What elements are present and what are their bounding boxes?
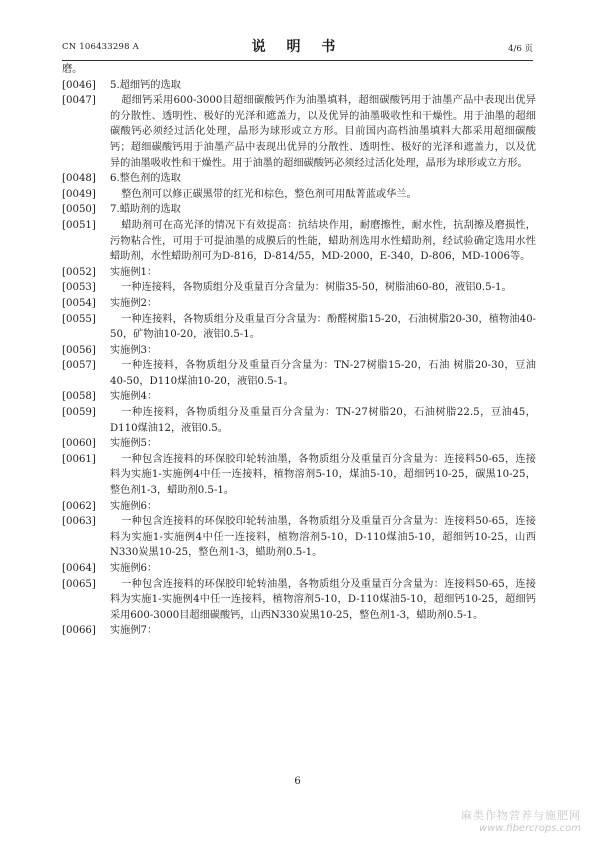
paragraph [62, 312, 536, 343]
section-heading: 实施例3： [110, 344, 158, 356]
document-number: CN 106433298 A [62, 42, 139, 52]
paragraph [62, 389, 536, 405]
section-heading: 实施例6： [110, 563, 158, 574]
section-heading: 实施例6： [110, 500, 158, 512]
site-watermark [461, 807, 581, 834]
paragraph [62, 171, 536, 187]
paragraph-number: [0046] [62, 79, 96, 91]
watermark-url: www.fibercrops.com [479, 823, 581, 834]
page-number: 6 [294, 776, 301, 787]
paragraph [62, 577, 536, 624]
paragraph-number: [0066] [62, 625, 96, 637]
watermark-title: 麻类作物营养与施肥网 [461, 809, 581, 822]
paragraph-number: [0065] [62, 578, 96, 590]
paragraph-number: [0057] [62, 360, 96, 372]
paragraph [62, 358, 536, 389]
paragraph [62, 452, 536, 499]
paragraph-number: [0062] [62, 500, 96, 512]
paragraph [62, 561, 536, 577]
paragraph-number: [0061] [62, 453, 96, 465]
paragraph-number: [0049] [62, 188, 96, 200]
paragraph [62, 93, 536, 171]
paragraph [62, 623, 536, 639]
paragraph-text: 整色剂可以修正碳黑带的红光和棕色，整色剂可用酞菁蓝或华兰。 [121, 188, 417, 200]
paragraph-number: [0064] [62, 563, 96, 574]
paragraph-number: [0054] [62, 297, 96, 309]
paragraph [62, 78, 536, 94]
paragraph-text: 超细钙采用600-3000目超细碳酸钙作为油墨填料，超细碳酸钙用于油墨产品中表现出优异的分散性、透明性、极好的光泽和遮盖力，以及优异的油墨吸收性和干燥性。用于油墨的超细碳酸钙必须经过活化处理，晶形为球形或立方形。目前国内高档油墨填料大都采用超细碳酸钙；超细碳酸钙用于油墨产品中表现出优异的分散性、透明性、极好的光泽和遮盖力，以及优异的油墨吸收性和干燥性。用于油墨的超细碳酸钙必须经过活化处理，晶形为球形或立方形。 [110, 95, 536, 169]
paragraph-number: [0059] [62, 407, 96, 419]
paragraph-text: 一种连接料，各物质组分及重量百分含量为：TN-27树脂15-20，石油 树脂20-30，豆油40-50，D110煤油10-20，液铝0.5-1。 [110, 360, 536, 387]
paragraph [62, 405, 536, 436]
paragraph [62, 514, 536, 561]
paragraph [62, 265, 536, 281]
page-header [62, 36, 533, 56]
paragraph [62, 499, 536, 515]
section-heading: 7.蜡助剂的选取 [110, 204, 181, 216]
section-heading: 实施例4： [110, 391, 158, 403]
paragraph-number: [0053] [62, 282, 96, 294]
paragraph-text: 一种包含连接料的环保胶印轮转油墨，各物质组分及重量百分含量为：连接料50-65，连接料为实施1-实施例4中任一连接料，植物溶剂5-10，D-110煤油5-10，超细钙10-25，山西N330炭黑10-25，整色剂1-3，蜡助剂0.5-1。 [110, 516, 536, 559]
document-title: 说 明 书 [251, 39, 344, 55]
section-heading: 实施例2： [110, 297, 158, 309]
section-heading: 实施例1： [110, 266, 158, 278]
paragraph [62, 187, 536, 203]
paragraph-text: 一种包含连接料的环保胶印轮转油墨，各物质组分及重量百分含量为：连接料50-65，连接料为实施1-实施例4中任一连接料，植物溶剂5-10，D-110煤油5-10，超细钙10-25，超细钙采用600-3000目超细碳酸钙，山西N330炭黑10-25，整色剂1-3，蜡助剂0.5-1。 [110, 578, 536, 621]
paragraph-number: [0048] [62, 173, 96, 185]
paragraph-text: 一种连接料，各物质组分及重量百分含量为：树脂35-50，树脂油60-80，液铝0.5-1。 [121, 282, 512, 294]
section-heading: 6.整色剂的选取 [110, 173, 181, 185]
paragraph-number: [0060] [62, 438, 96, 450]
paragraph-text: 一种连接料，各物质组分及重量百分含量为：TN-27树脂20，石油树脂22.5，豆油45，D110煤油12，液铝0.5。 [110, 407, 536, 434]
paragraph [62, 280, 536, 296]
document-body [62, 62, 536, 639]
page-of-total: 4/6 页 [508, 44, 533, 54]
paragraph-text: 蜡助剂可在高光泽的情况下有效提高：抗结块作用，耐磨擦性，耐水性，抗刮擦及磨损性，污物粘合性，可用于可提油墨的成膜后的性能，蜡助剂选用水性蜡助剂，经试验确定选用水性蜡助剂，水性蜡助剂可为D-816，D-814/55，MD-2000，E-340，D-806，MD-1006等。 [110, 219, 536, 263]
paragraph-number: [0058] [62, 391, 96, 403]
paragraph-text: 一种包含连接料的环保胶印轮转油墨，各物质组分及重量百分含量为：连接料50-65，连接料为实施1-实施例4中任一连接料，植物溶剂5-10，煤油5-10，超细钙10-25，碳黑10-25，整色剂1-3，蜡助剂0.5-1。 [110, 453, 536, 497]
paragraph [62, 436, 536, 452]
paragraph-number: [0051] [62, 219, 96, 231]
section-heading: 5.超细钙的选取 [110, 79, 181, 91]
paragraph-number: [0052] [62, 266, 96, 278]
paragraph [62, 218, 536, 265]
paragraph [62, 343, 536, 359]
header-rule [62, 60, 533, 61]
section-heading: 实施例5： [110, 438, 158, 450]
paragraph [62, 296, 536, 312]
paragraph-number: [0047] [62, 95, 96, 107]
paragraph-number: [0050] [62, 204, 96, 216]
paragraph-number: [0056] [62, 344, 96, 356]
continued-text: 磨。 [62, 64, 83, 75]
paragraph-number: [0055] [62, 313, 96, 325]
section-heading: 实施例7： [110, 625, 158, 637]
paragraph-number: [0063] [62, 516, 96, 528]
paragraph-text: 一种连接料，各物质组分及重量百分含量为：酚醛树脂15-20，石油树脂20-30，植物油40-50，矿物油10-20，液铝0.5-1。 [110, 313, 536, 341]
paragraph [62, 202, 536, 218]
